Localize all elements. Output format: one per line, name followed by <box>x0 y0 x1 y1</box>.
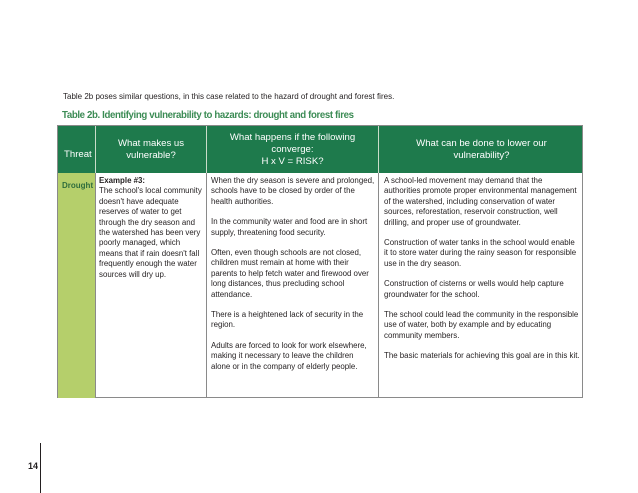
vulnerability-cell <box>99 176 204 280</box>
consequences-cell <box>211 176 375 372</box>
column-divider <box>206 173 207 398</box>
header-threat: Threat <box>64 148 92 160</box>
header-vulnerable: What makes us vulnerable? <box>117 137 185 161</box>
action-paragraph: Construction of cisterns or wells would help capture groundwater for the school. <box>384 279 564 299</box>
threat-label: Drought <box>62 181 94 190</box>
header-formula: H x V = RISK? <box>261 155 324 167</box>
action-paragraph: A school-led movement may demand that the authorities promote proper environmental management of the watershed, including conservation of water sources, reforestation, reservoir construction, well drilling, and proper use of groundwater. <box>384 176 577 227</box>
action-paragraph: The school could lead the community in the responsible use of water, both by example and by educating community members. <box>384 310 579 340</box>
column-divider <box>378 173 379 398</box>
consequence-paragraph: Often, even though schools are not closed, children must remain at home with their parents to help fetch water and firewood over long distances, thus precluding school attendance. <box>211 248 369 299</box>
consequence-paragraph: Adults are forced to look for work elsewhere, making it necessary to leave the children alone or in the company of elderly people. <box>211 340 367 371</box>
intro-text: Table 2b poses similar questions, in this case related to the hazard of drought and forest fires. <box>63 92 395 101</box>
header-lower-vulnerability: What can be done to lower our vulnerability? <box>416 137 547 161</box>
vulnerability-table <box>57 125 583 398</box>
column-divider <box>95 173 96 398</box>
action-paragraph: Construction of water tanks in the school would enable it to store water during the rainy season for responsible use in the dry season. <box>384 238 577 268</box>
threat-cell <box>58 173 95 398</box>
action-paragraph: The basic materials for achieving this goal are in this kit. <box>384 351 580 361</box>
table-title: Table 2b. Identifying vulnerability to hazards: drought and forest fires <box>62 109 354 121</box>
consequence-paragraph: In the community water and food are in short supply, threatening food security. <box>211 217 368 237</box>
table-header <box>58 126 582 173</box>
example-text: The school's local community doesn't have adequate reserves of water to get through the dry season and the watershed has been very poorly managed, which means that if rain doesn't fall frequently enough the water sources will dry up. <box>99 186 202 279</box>
page-number: 14 <box>28 461 39 471</box>
header-converge-question: What happens if the following converge: <box>229 131 356 155</box>
actions-cell <box>384 176 580 362</box>
header-converge <box>207 126 378 173</box>
example-title: Example #3: <box>99 176 146 185</box>
page-margin-rule <box>40 443 41 493</box>
consequence-paragraph: There is a heightened lack of security in the region. <box>211 310 364 330</box>
consequence-paragraph: When the dry season is severe and prolonged, schools have to be closed by order of the health authorities. <box>211 176 375 206</box>
